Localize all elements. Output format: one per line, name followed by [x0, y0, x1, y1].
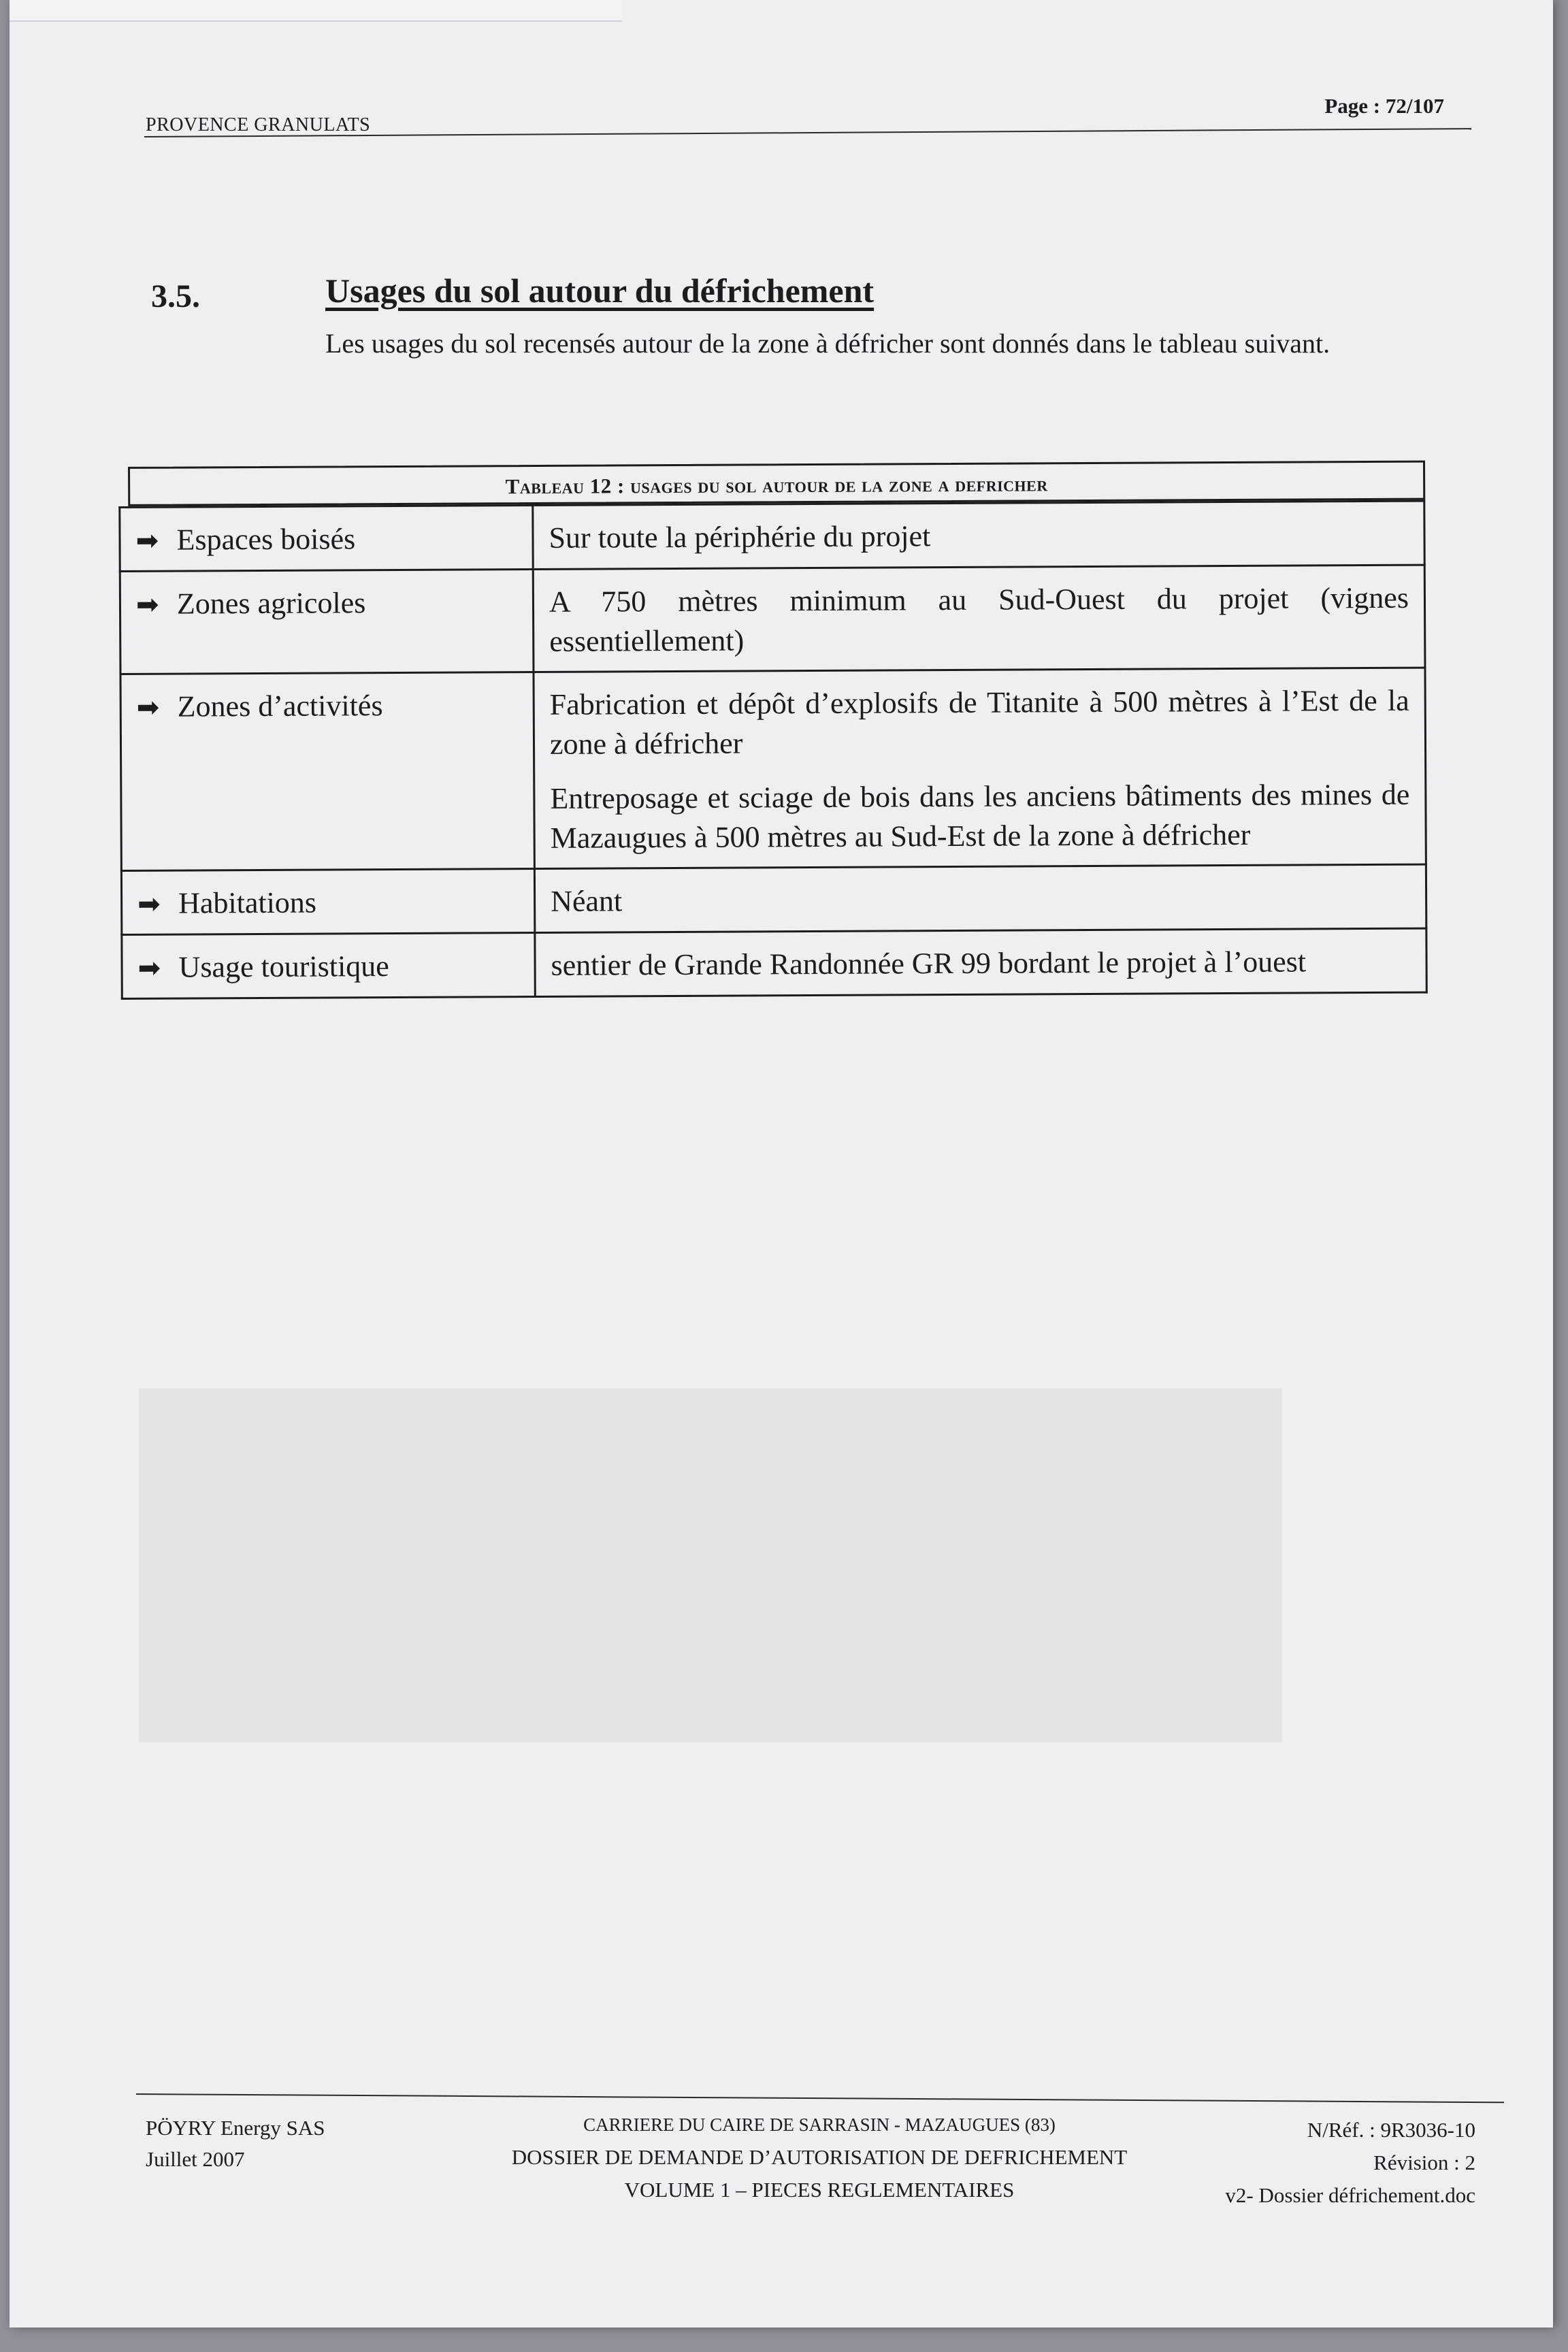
footer-right [1225, 2114, 1475, 2212]
category-label: Zones agricoles [176, 586, 366, 621]
footer-reference: N/Réf. : 9R3036-10 [1307, 2118, 1475, 2142]
table-row [122, 928, 1426, 998]
footer-company: PÖYRY Energy SAS [146, 2116, 325, 2140]
show-through-background [139, 1388, 1282, 1742]
description-text: Fabrication et dépôt d’explosifs de Titanite à 500 mètres à l’Est de la zone à défricher [549, 683, 1409, 761]
description-text: sentier de Grande Randonnée GR 99 bordant le projet à l’ouest [551, 945, 1307, 982]
footer-date: Juillet 2007 [146, 2147, 245, 2171]
description-text: Néant [551, 884, 623, 918]
category-label: Habitations [178, 885, 317, 920]
land-use-category [121, 869, 534, 935]
land-use-description [533, 565, 1425, 672]
table-row [120, 668, 1426, 870]
land-use-description [535, 928, 1426, 996]
category-label: Espaces boisés [176, 522, 356, 557]
land-use-description [534, 668, 1426, 868]
table-caption: Tableau 12 : usages du sol autour de la zone a defricher [128, 461, 1425, 506]
footer-revision: Révision : 2 [1373, 2151, 1475, 2174]
description-text: A 750 mètres minimum au Sud-Ouest du projet (vignes essentiellement) [549, 581, 1409, 658]
land-use-table-block [118, 461, 1428, 1000]
land-use-description [533, 501, 1424, 569]
category-label: Zones d’activités [177, 689, 383, 723]
arrow-bullet-icon: ➡ [136, 691, 160, 723]
land-use-category [122, 933, 535, 999]
paper-edge [10, 0, 622, 22]
document-page [10, 0, 1553, 2328]
footer-dossier: DOSSIER DE DEMANDE D’AUTORISATION DE DEFRICHEMENT [511, 2145, 1128, 2169]
land-use-description [534, 864, 1426, 932]
section-title: Usages du sol autour du défrichement [325, 272, 875, 310]
table-row [121, 864, 1426, 934]
arrow-bullet-icon: ➡ [135, 525, 159, 557]
footer-center [452, 2108, 1187, 2206]
header-page-number: Page : 72/107 [1324, 94, 1444, 118]
category-label: Usage touristique [178, 949, 389, 984]
arrow-bullet-icon: ➡ [135, 589, 159, 621]
footer-left [146, 2112, 325, 2175]
arrow-bullet-icon: ➡ [137, 952, 161, 984]
land-use-category [120, 672, 534, 871]
footer-project: CARRIERE DU CAIRE DE SARRASIN - MAZAUGUES (83) [583, 2114, 1056, 2135]
description-text: Entreposage et sciage de bois dans les anciens bâtiments des mines de Mazaugues à 500 mètres au Sud-Est de la zone à défricher [550, 777, 1410, 855]
table-row [120, 565, 1425, 674]
land-use-table [118, 500, 1428, 1000]
section-number: 3.5. [151, 278, 200, 314]
footer-volume: VOLUME 1 – PIECES REGLEMENTAIRES [624, 2178, 1015, 2202]
land-use-category [120, 570, 534, 674]
arrow-bullet-icon: ➡ [137, 888, 161, 920]
header-company: PROVENCE GRANULATS [146, 114, 371, 135]
section-intro: Les usages du sol recensés autour de la zone à défricher sont donnés dans le tableau suivant. [325, 328, 1330, 359]
land-use-category [120, 506, 533, 572]
description-text: Sur toute la périphérie du projet [549, 519, 931, 555]
table-row [120, 501, 1424, 571]
footer-rule [136, 2093, 1504, 2103]
footer-filename: v2- Dossier défrichement.doc [1225, 2183, 1475, 2207]
